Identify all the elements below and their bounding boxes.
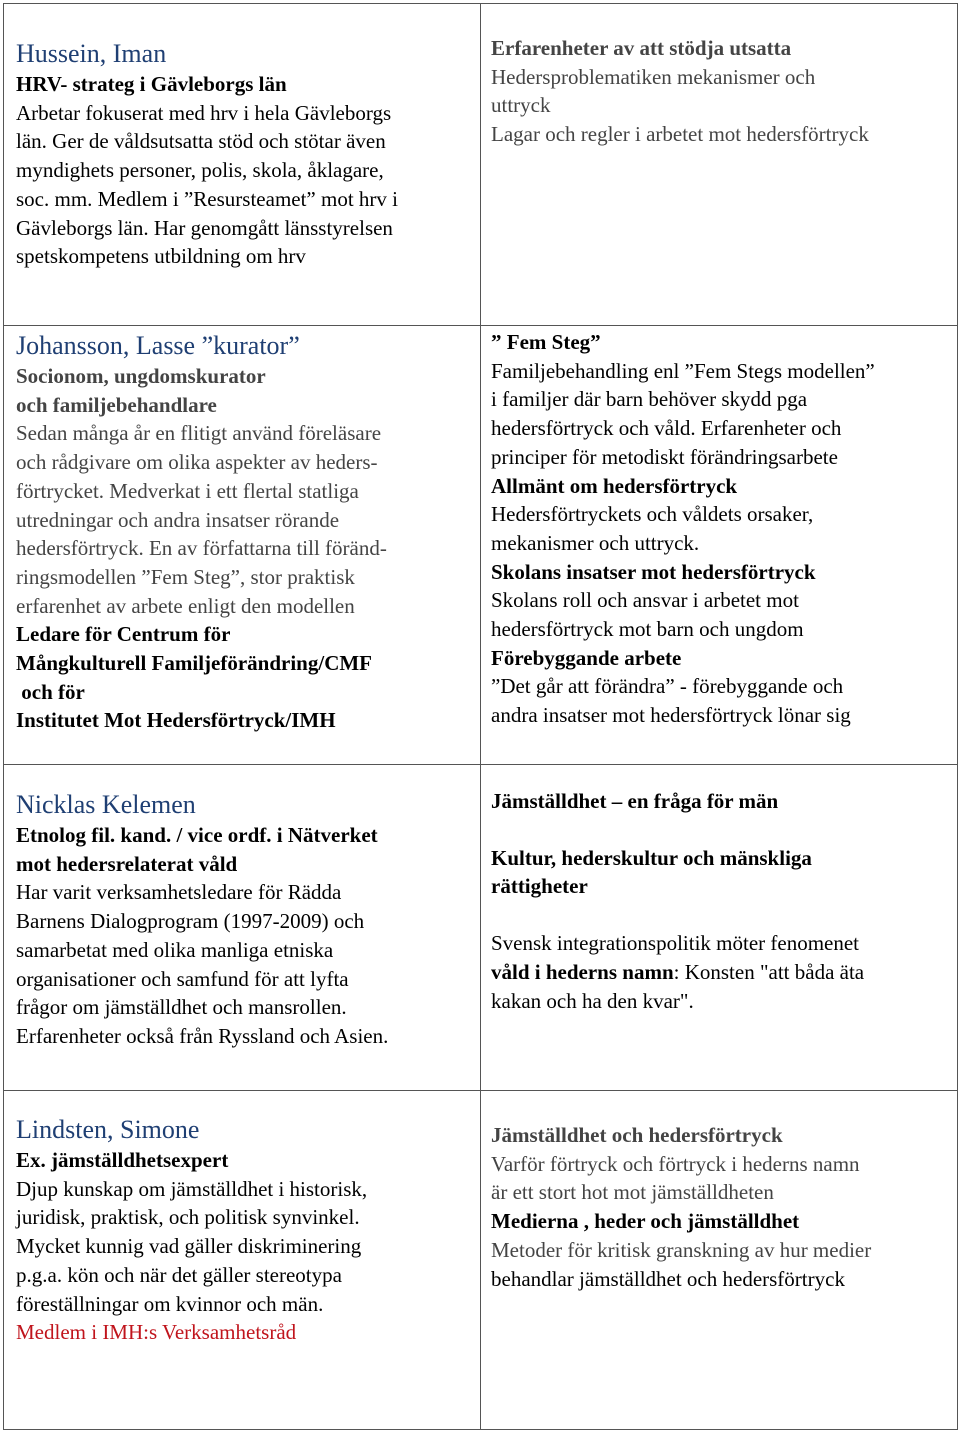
bio-line: organisationer och samfund för att lyfta: [16, 966, 349, 991]
speaker-title: HRV- strateg i Gävleborgs län: [16, 72, 287, 96]
speaker-bio-cell: [4, 4, 481, 326]
bio-line: frågor om jämställdhet och mansrollen.: [16, 995, 347, 1020]
bio-line: föreställningar om kvinnor och män.: [16, 1291, 324, 1316]
topic-heading: ” Fem Steg”: [491, 330, 601, 354]
bio-line: juridisk, praktisk, och politisk synvinkel.: [16, 1205, 360, 1230]
bio-line: Gävleborgs län. Har genomgått länsstyrelsen: [16, 215, 393, 240]
speaker-name: Hussein, Iman: [16, 39, 167, 68]
topic-line: mekanismer och uttryck.: [491, 530, 700, 555]
topic-heading: Förebyggande arbete: [491, 645, 682, 670]
topic-line: ”Det går att förändra” - förebyggande och: [491, 674, 844, 699]
bio-line: Barnens Dialogprogram (1997-2009) och: [16, 909, 365, 934]
bio-line: spetskompetens utbildning om hrv: [16, 244, 306, 269]
topics-cell: [481, 765, 958, 1091]
bio-line: hedersförtryck. En av författarna till föränd-: [16, 536, 387, 561]
topic-heading: Jämställdhet och hedersförtryck: [491, 1123, 783, 1147]
speaker-title: Ex. jämställdhetsexpert: [16, 1148, 229, 1172]
bio-line: förtrycket. Medverkat i ett flertal statliga: [16, 478, 359, 503]
topic-line: behandlar jämställdhet och hedersförtryck: [491, 1266, 845, 1291]
topic-line: principer för metodiskt förändringsarbete: [491, 444, 838, 469]
topic-heading: Kultur, hederskultur och mänskliga: [491, 845, 812, 870]
bio-line: ringsmodellen ”Fem Steg”, stor praktisk: [16, 564, 355, 589]
bio-line: Arbetar fokuserat med hrv i hela Gävleborgs: [16, 100, 392, 125]
topics-cell: [481, 1091, 958, 1430]
topic-emphasis: våld i hederns namn: [491, 959, 674, 984]
speaker-title: mot hedersrelaterat våld: [16, 851, 238, 876]
affiliation-line: och för: [16, 679, 85, 704]
speaker-title: Socionom, ungdomskurator: [16, 364, 266, 388]
affiliation-line: Mångkulturell Familjeförändring/CMF: [16, 651, 373, 676]
speaker-bio-cell: [4, 326, 481, 765]
topic-line: andra insatser mot hedersförtryck lönar sig: [491, 703, 851, 728]
topic-line: uttryck: [491, 93, 551, 118]
topic-line: hedersförtryck och våld. Erfarenheter och: [491, 416, 842, 441]
topic-line: Hedersförtryckets och våldets orsaker,: [491, 502, 814, 527]
bio-line: p.g.a. kön och när det gäller stereotypa: [16, 1262, 342, 1287]
topic-line: är ett stort hot mot jämställdheten: [491, 1180, 774, 1205]
topic-line: Metoder för kritisk granskning av hur medier: [491, 1237, 872, 1262]
topic-heading: Allmänt om hedersförtryck: [491, 473, 738, 498]
topic-heading: Erfarenheter av att stödja utsatta: [491, 36, 792, 60]
bio-line: utredningar och andra insatser rörande: [16, 507, 340, 532]
topic-line: [491, 958, 947, 987]
bio-line: Djup kunskap om jämställdhet i historisk,: [16, 1176, 368, 1201]
topics-cell: [481, 4, 958, 326]
topic-line: Varför förtryck och förtryck i hederns namn: [491, 1151, 860, 1176]
topic-line: Familjebehandling enl ”Fem Stegs modellen”: [491, 358, 875, 383]
topic-line: hedersförtryck mot barn och ungdom: [491, 617, 804, 642]
affiliation-line: Ledare för Centrum för: [16, 622, 231, 647]
speaker-bio-cell: [4, 765, 481, 1091]
topic-heading: Skolans insatser mot hedersförtryck: [491, 559, 816, 584]
speaker-name: Lindsten, Simone: [16, 1115, 200, 1144]
bio-line: samarbetat med olika manliga etniska: [16, 937, 334, 962]
topic-heading: Medierna , heder och jämställdhet: [491, 1209, 800, 1234]
membership-line: Medlem i IMH:s Verksamhetsråd: [16, 1320, 297, 1345]
bio-line: myndighets personer, polis, skola, åklagare,: [16, 158, 384, 183]
speaker-role: ”kurator”: [201, 331, 300, 360]
topic-line: Hedersproblematiken mekanismer och: [491, 64, 816, 89]
topic-line-rest: : Konsten "att båda äta: [673, 959, 865, 984]
bio-line: Sedan många år en flitigt använd föreläsare: [16, 421, 382, 446]
topic-line: Lagar och regler i arbetet mot hedersförtryck: [491, 122, 869, 147]
topic-heading: Jämställdhet – en fråga för män: [491, 789, 779, 813]
topic-line: Svensk integrationspolitik möter fenomenet: [491, 931, 860, 956]
speaker-row-johansson: [4, 326, 958, 765]
bio-line: och rådgivare om olika aspekter av heders-: [16, 450, 378, 475]
bio-line: Erfarenheter också från Ryssland och Asien.: [16, 1023, 389, 1048]
bio-line: Mycket kunnig vad gäller diskriminering: [16, 1234, 362, 1259]
bio-line: erfarenhet av arbete enligt den modellen: [16, 593, 355, 618]
topic-heading: rättigheter: [491, 874, 588, 899]
speaker-row-kelemen: [4, 765, 958, 1091]
speaker-title: Etnolog fil. kand. / vice ordf. i Nätverket: [16, 823, 378, 847]
speakers-table: [3, 3, 958, 1430]
speaker-name: [16, 330, 470, 362]
bio-line: län. Ger de våldsutsatta stöd och stötar även: [16, 129, 386, 154]
topic-line: kakan och ha den kvar".: [491, 988, 694, 1013]
topic-line: Skolans roll och ansvar i arbetet mot: [491, 588, 799, 613]
speaker-row-hussein: [4, 4, 958, 326]
topics-cell: [481, 326, 958, 765]
topic-line: i familjer där barn behöver skydd pga: [491, 387, 808, 412]
speaker-name: Nicklas Kelemen: [16, 790, 196, 819]
bio-line: soc. mm. Medlem i ”Resursteamet” mot hrv i: [16, 186, 398, 211]
affiliation-line: Institutet Mot Hedersförtryck/IMH: [16, 708, 336, 733]
speaker-bio-cell: [4, 1091, 481, 1430]
speaker-row-lindsten: [4, 1091, 958, 1430]
speaker-title: och familjebehandlare: [16, 392, 217, 417]
bio-line: Har varit verksamhetsledare för Rädda: [16, 880, 342, 905]
speaker-name-text: Johansson, Lasse: [16, 331, 202, 360]
